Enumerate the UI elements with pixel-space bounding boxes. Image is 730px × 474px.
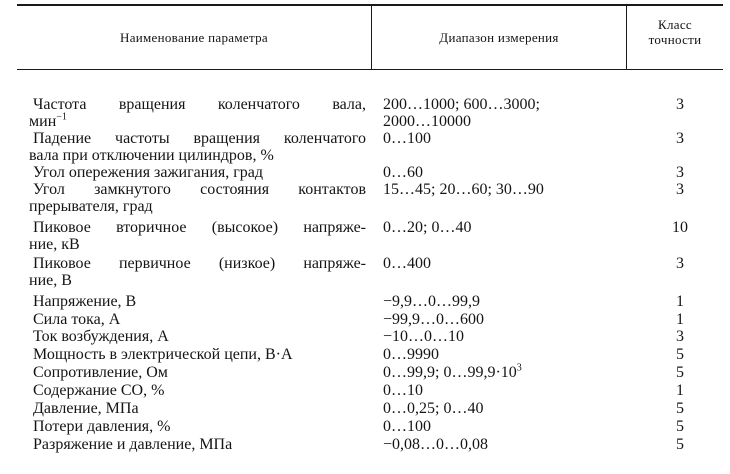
measurement-range: 0…100 bbox=[383, 130, 431, 147]
measurement-range: 0…20; 0…40 bbox=[383, 219, 472, 236]
measurement-range: −9,9…0…99,9 bbox=[383, 293, 481, 310]
measurement-range: 0…0,25; 0…40 bbox=[383, 400, 484, 417]
parameter-name: Сила тока, А bbox=[33, 311, 121, 328]
parameter-name: Частота вращения коленчатого вала, мин$^{-1}$ bbox=[29, 96, 366, 130]
parameter-name: Пиковое вторичное (высокое) напряже- ние, кВ bbox=[29, 219, 366, 253]
parameter-name: Содержание CO, % bbox=[33, 382, 165, 399]
table-top-rule bbox=[17, 4, 723, 6]
header-name: Наименование параметра bbox=[120, 30, 268, 45]
parameter-name: Потери давления, % bbox=[33, 418, 171, 435]
accuracy-class: 3 bbox=[676, 130, 684, 147]
accuracy-class: 1 bbox=[676, 293, 684, 310]
measurement-range: 200…1000; 600…3000; 2000…10000 bbox=[383, 96, 540, 130]
accuracy-class: 3 bbox=[676, 181, 684, 198]
accuracy-class: 5 bbox=[676, 436, 684, 453]
measurement-range: 0…9990 bbox=[383, 346, 439, 363]
accuracy-class: 3 bbox=[676, 328, 684, 345]
measurement-range: 15…45; 20…60; 30…90 bbox=[383, 181, 544, 198]
header-accuracy-class bbox=[627, 17, 723, 47]
header-bottom-rule bbox=[17, 69, 723, 70]
measurement-range: 0…100 bbox=[383, 418, 431, 435]
parameter-name: Напряжение, В bbox=[33, 293, 137, 310]
parameter-name: Угол опережения зажигания, град bbox=[33, 164, 264, 181]
measurement-range: 0…10 bbox=[383, 382, 423, 399]
header-accuracy-line2: точности bbox=[648, 32, 702, 47]
measurement-range: 0…99,9; $0\dots 99,9\cdot 10^3$ bbox=[383, 362, 522, 381]
measurement-range: −99,9…0…600 bbox=[383, 311, 485, 328]
accuracy-class: 3 bbox=[676, 96, 684, 113]
measurement-range: −0,08…0…0,08 bbox=[383, 436, 489, 453]
parameter-name: Мощность в электрической цепи, В·А bbox=[33, 346, 293, 363]
accuracy-class: 5 bbox=[676, 346, 684, 363]
accuracy-class: 5 bbox=[676, 400, 684, 417]
measurement-range: −10…0…10 bbox=[383, 328, 465, 345]
accuracy-class: 3 bbox=[676, 164, 684, 181]
parameter-name: Пиковое первичное (низкое) напряже- ние, В bbox=[29, 255, 366, 289]
accuracy-class: 1 bbox=[676, 382, 684, 399]
accuracy-class: 10 bbox=[672, 219, 688, 236]
accuracy-class: 3 bbox=[676, 255, 684, 272]
header-accuracy-line1: Класс bbox=[658, 17, 692, 32]
parameter-name: Падение частоты вращения коленчатого вала при отключении цилиндров, % bbox=[29, 130, 366, 164]
header-range: Диапазон измерения bbox=[439, 30, 559, 45]
accuracy-class: 5 bbox=[676, 418, 684, 435]
parameter-name: Давление, МПа bbox=[33, 400, 139, 417]
measurement-range: 0…60 bbox=[383, 164, 423, 181]
parameter-name: Сопротивление, Ом bbox=[33, 364, 168, 381]
parameter-name: Угол замкнутого состояния контактов прерывателя, град bbox=[29, 181, 366, 215]
parameter-name: Разряжение и давление, МПа bbox=[33, 436, 233, 453]
accuracy-class: 5 bbox=[676, 364, 684, 381]
parameter-name: Ток возбуждения, А bbox=[33, 328, 169, 345]
measurement-range: 0…400 bbox=[383, 255, 431, 272]
accuracy-class: 1 bbox=[676, 311, 684, 328]
